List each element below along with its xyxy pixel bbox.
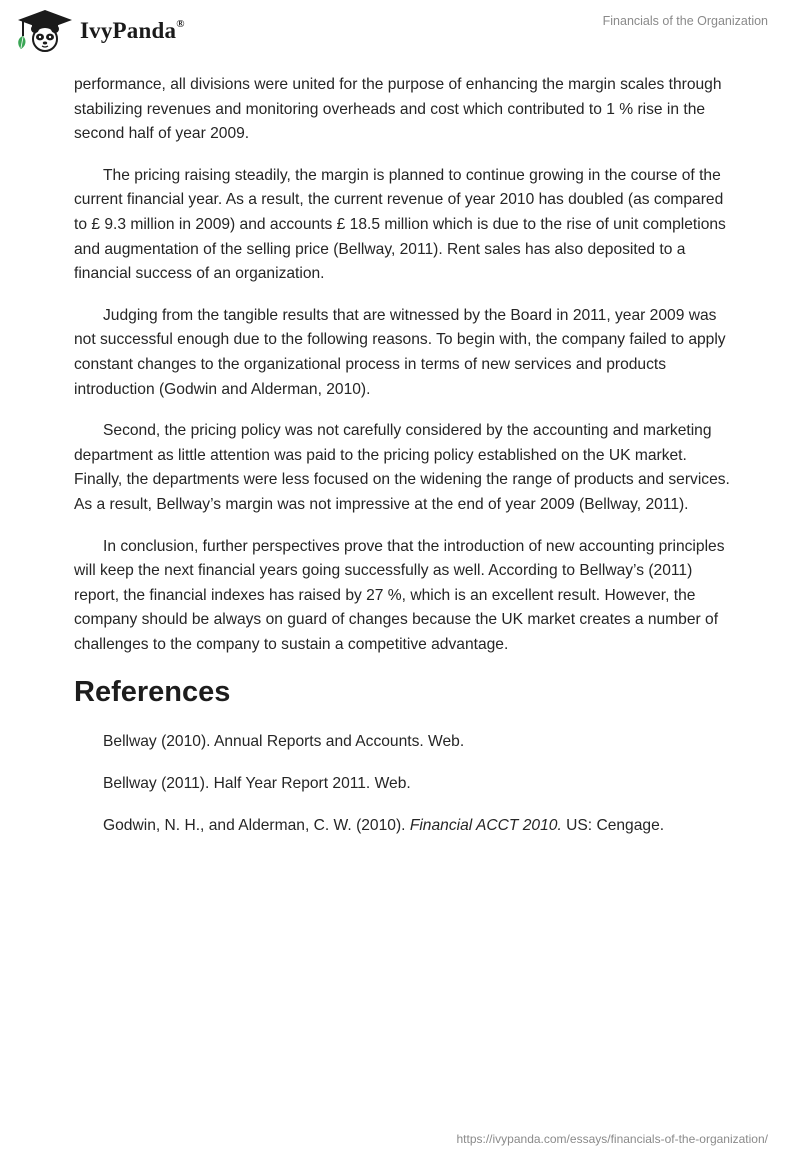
registered-mark: ®	[176, 18, 185, 31]
paragraph: In conclusion, further perspectives prove that the introduction of new accounting principles will keep the next financial years going successfully as well. According to Bellway’s (2011) report, the financial indexes has raised by 27 %, which is an excellent result. However, the company should be always on guard of changes because the UK market creates a number of challenges to the company to sustain a competitive advantage.	[74, 537, 725, 653]
paragraph: The pricing raising steadily, the margin is planned to continue growing in the course of the current financial year. As a result, the current revenue of year 2010 has doubled (as compared to £ 9.3 million in 2009) and accounts £ 18.5 million which is due to the rise of unit completions and augmentation of the selling price (Bellway, 2011). Rent sales has also deposited to a financial success of an organization.	[74, 166, 726, 283]
source-url[interactable]: https://ivypanda.com/essays/financials-of-the-organization/	[456, 1132, 768, 1146]
paragraph: Second, the pricing policy was not carefully considered by the accounting and marketing department as little attention was paid to the pricing policy established on the UK market. Finally, the departments were less focused on the widening the range of products and services. As a result, Bellway’s margin was not impressive at the end of year 2009 (Bellway, 2011).	[74, 422, 730, 513]
brand-name: IvyPanda®	[80, 18, 185, 43]
reference-authors: Godwin, N. H., and Alderman, C. W. (2010).	[103, 816, 410, 834]
page-header	[0, 0, 800, 70]
brand-logo[interactable]	[14, 8, 185, 54]
reference-item	[103, 814, 734, 839]
paragraph: Judging from the tangible results that are witnessed by the Board in 2011, year 2009 was not successful enough due to the following reasons. To begin with, the company failed to apply constant changes to the organizational process in terms of new services and products introduction (Godwin and Alderman, 2010).	[74, 306, 726, 398]
references-heading: References	[74, 676, 231, 709]
running-title: Financials of the Organization	[602, 14, 768, 28]
reference-item: Bellway (2011). Half Year Report 2011. Web.	[103, 775, 411, 793]
panda-graduate-icon	[14, 8, 76, 54]
essay-content	[74, 73, 734, 855]
reference-publisher: US: Cengage.	[561, 816, 665, 834]
reference-item: Bellway (2010). Annual Reports and Accounts. Web.	[103, 733, 465, 751]
paragraph: performance, all divisions were united for the purpose of enhancing the margin scales through stabilizing revenues and monitoring overheads and cost which contributed to 1 % rise in the second half of year 2009.	[74, 76, 722, 143]
reference-title: Financial ACCT 2010.	[409, 816, 562, 834]
